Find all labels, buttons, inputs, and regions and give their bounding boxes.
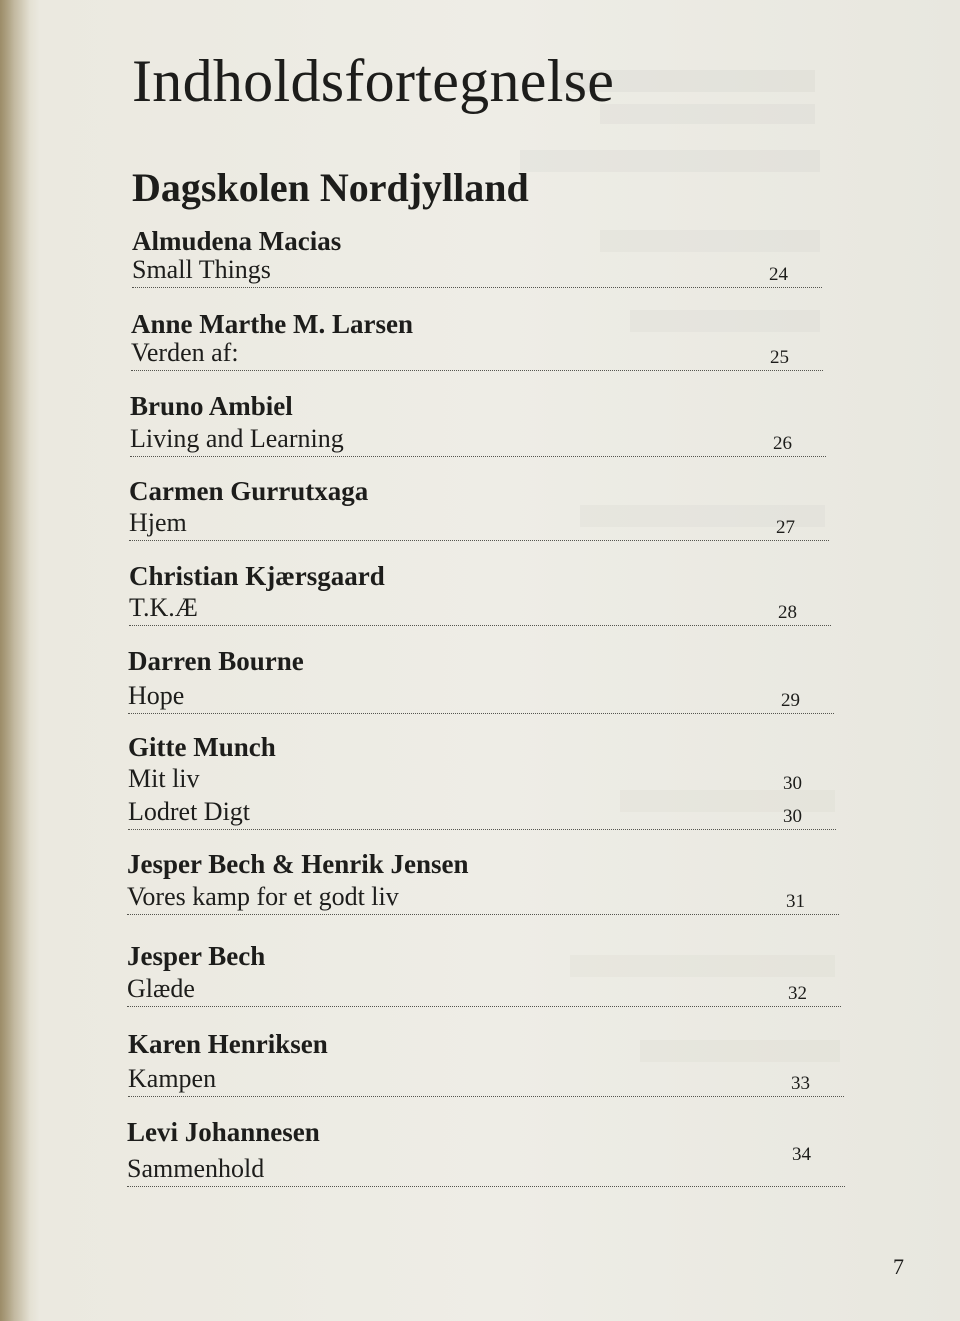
toc-page-number: 32	[788, 983, 807, 1004]
toc-work-title: Kampen	[128, 1064, 217, 1093]
toc-entry	[130, 393, 826, 457]
toc-work-row	[129, 590, 831, 626]
toc-author: Anne Marthe M. Larsen	[131, 309, 413, 339]
toc-work-row	[131, 338, 823, 371]
toc-page-number: 33	[791, 1073, 810, 1094]
toc-work-row	[127, 1146, 845, 1187]
toc-page-number: 25	[770, 347, 789, 368]
toc-author: Jesper Bech & Henrik Jensen	[127, 849, 469, 879]
toc-work-row	[128, 1058, 844, 1097]
toc-work-title: Lodret Digt	[128, 797, 251, 826]
toc-page-number: 24	[769, 264, 788, 285]
toc-work-row	[128, 675, 834, 714]
page-title: Indholdsfortegnelse	[132, 48, 615, 114]
toc-author: Bruno Ambiel	[130, 391, 293, 421]
toc-work-title: Hjem	[129, 508, 187, 537]
toc-work-title: T.K.Æ	[129, 593, 198, 622]
toc-entry	[131, 311, 823, 371]
toc-work-row	[128, 761, 836, 796]
toc-work-row	[129, 505, 829, 541]
toc-author: Karen Henriksen	[128, 1029, 328, 1059]
toc-work-row	[128, 796, 836, 830]
toc-work-title: Living and Learning	[130, 424, 344, 453]
toc-author: Christian Kjærsgaard	[129, 561, 385, 591]
section-heading: Dagskolen Nordjylland	[132, 165, 529, 210]
toc-work-row	[132, 255, 822, 288]
toc-entry	[128, 734, 836, 830]
toc-page-number: 34	[792, 1144, 811, 1165]
toc-entry	[129, 563, 831, 626]
toc-work-title: Hope	[128, 681, 185, 710]
toc-entry	[127, 943, 841, 1007]
toc-work-row	[127, 878, 839, 915]
toc-page-number: 28	[778, 602, 797, 623]
toc-work-row	[130, 420, 826, 457]
page-number: 7	[893, 1254, 904, 1279]
toc-author: Gitte Munch	[128, 732, 276, 762]
toc-work-row	[127, 970, 841, 1007]
toc-work-title: Glæde	[127, 974, 195, 1003]
toc-entry	[127, 851, 839, 915]
toc-work-title: Sammenhold	[127, 1154, 265, 1183]
toc-page-number: 31	[786, 891, 805, 912]
toc-work-title: Verden af:	[131, 338, 239, 367]
toc-work-title: Small Things	[132, 255, 271, 284]
toc-author: Darren Bourne	[128, 646, 304, 676]
toc-page-number: 27	[776, 517, 795, 538]
toc-work-title: Mit liv	[128, 764, 200, 793]
toc-page-number: 30	[783, 773, 802, 794]
toc-entry	[132, 228, 822, 288]
binding-shadow	[0, 0, 30, 1321]
toc-author: Almudena Macias	[132, 226, 342, 256]
toc-page-number: 29	[781, 690, 800, 711]
toc-entry	[129, 478, 829, 541]
show-through-text	[520, 150, 820, 172]
toc-entry	[128, 1031, 844, 1097]
toc-page-number: 26	[773, 433, 792, 454]
toc-entry	[127, 1119, 845, 1187]
toc-page-number: 30	[783, 806, 802, 827]
toc-work-title: Vores kamp for et godt liv	[127, 882, 399, 911]
show-through-text	[600, 104, 815, 124]
toc-author: Jesper Bech	[127, 941, 266, 971]
toc-author: Carmen Gurrutxaga	[129, 476, 369, 506]
toc-entry	[128, 648, 834, 714]
toc-author: Levi Johannesen	[127, 1117, 320, 1147]
